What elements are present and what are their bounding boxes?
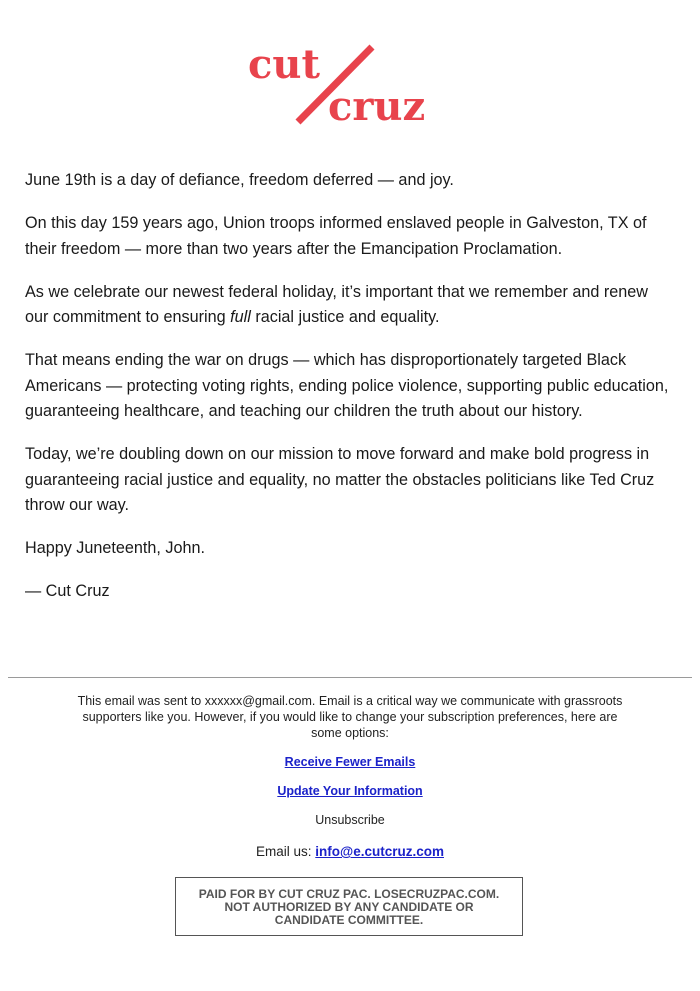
email-label: Email us: xyxy=(256,844,316,859)
disclaimer-line: NOT AUTHORIZED BY ANY CANDIDATE OR xyxy=(224,900,474,914)
footer-divider xyxy=(8,677,692,678)
body-paragraph: That means ending the war on drugs — which has disproportionately targeted Black Americans — protecting voting rights, ending police violence, supporting public education, guaranteeing healthcare, and teaching our children the truth about our history. xyxy=(25,351,669,420)
emphasis-full: full xyxy=(230,308,251,326)
logo-word-cut: cut xyxy=(248,41,320,88)
body-text: As we celebrate our newest federal holiday, it’s important that we remember and renew our commitment to ensuring xyxy=(25,282,648,326)
body-paragraph: Today, we’re doubling down on our mission to move forward and make bold progress in guaranteeing racial justice and equality, no matter the obstacles politicians like Ted Cruz throw our way. xyxy=(25,445,655,514)
logo-word-cruz: cruz xyxy=(328,83,426,130)
greeting: Happy Juneteenth, John. xyxy=(25,539,205,557)
cut-cruz-logo xyxy=(240,40,460,130)
disclaimer-line: PAID FOR BY CUT CRUZ PAC. LOSECRUZPAC.COM. xyxy=(198,887,500,901)
disclaimer-line: CANDIDATE COMMITTEE. xyxy=(274,913,424,927)
subscription-notice: This email was sent to xxxxxx@gmail.com. Email is a critical way we communicate with grassroots supporters like you. However, if you would like to change your subscription preferences, here are some options: xyxy=(77,694,623,740)
body-paragraph: On this day 159 years ago, Union troops informed enslaved people in Galveston, TX of their freedom — more than two years after the Emancipation Proclamation. xyxy=(25,214,647,258)
update-information-link[interactable]: Update Your Information xyxy=(277,784,423,798)
email-footer xyxy=(0,693,700,860)
unsubscribe-link[interactable]: Unsubscribe xyxy=(315,813,385,827)
logo-graphic xyxy=(240,40,460,130)
contact-email-link[interactable]: info@e.cutcruz.com xyxy=(315,844,444,859)
contact-email-row xyxy=(0,844,700,860)
fewer-emails-row xyxy=(0,754,700,770)
email-body xyxy=(25,168,675,622)
body-paragraph: June 19th is a day of defiance, freedom deferred — and joy. xyxy=(25,171,454,189)
receive-fewer-emails-link[interactable]: Receive Fewer Emails xyxy=(284,755,416,769)
body-paragraph-emphasis xyxy=(25,280,675,331)
paid-for-disclaimer xyxy=(175,877,523,936)
signature: — Cut Cruz xyxy=(25,582,110,600)
update-info-row xyxy=(0,783,700,799)
body-text: racial justice and equality. xyxy=(250,308,440,326)
